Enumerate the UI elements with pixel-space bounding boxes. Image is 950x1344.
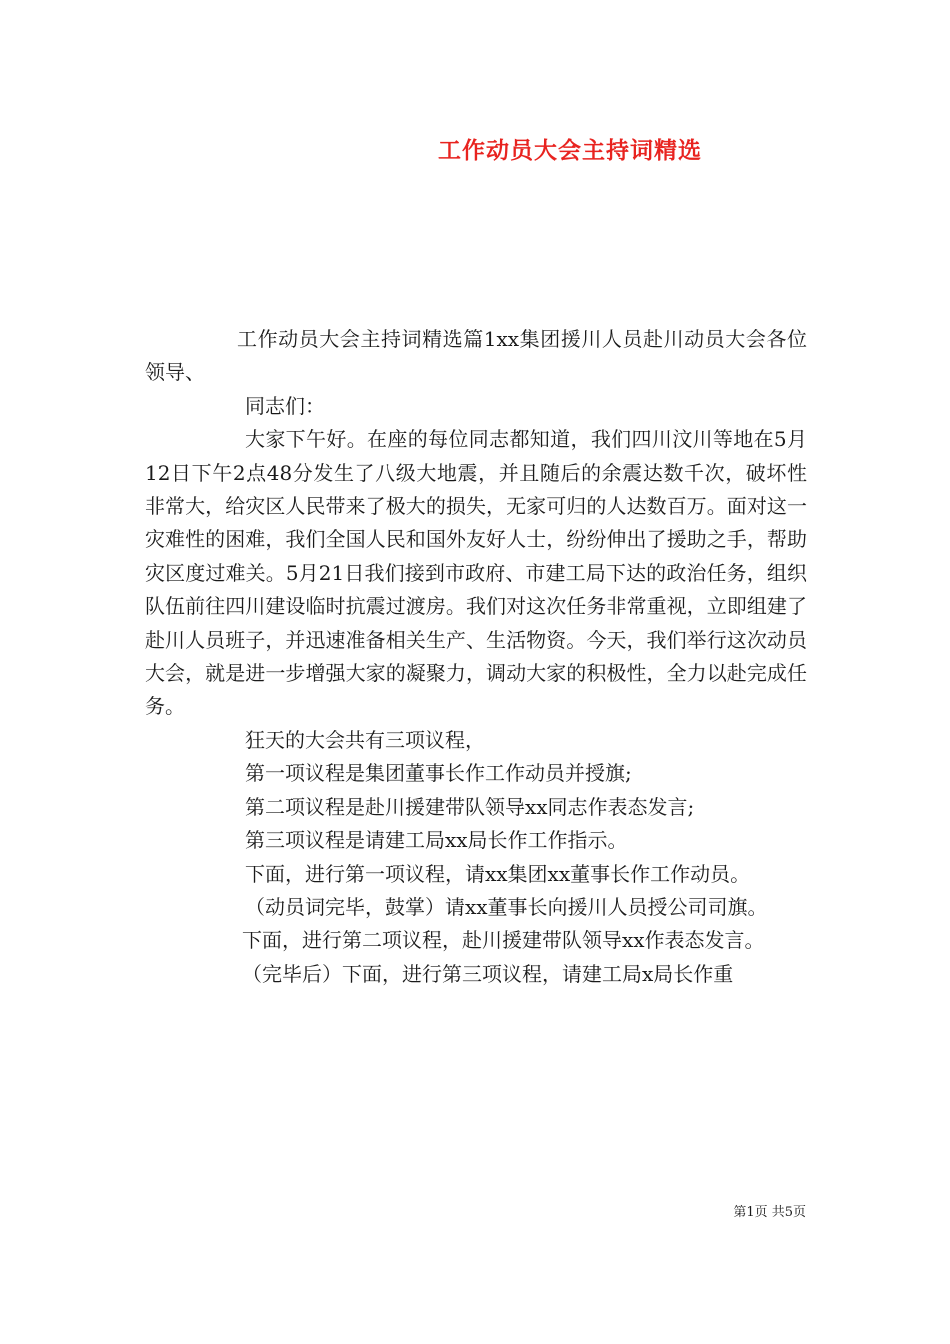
document-title: 工作动员大会主持词精选 [438, 137, 702, 164]
page-number-footer: 第1页 共5页 [733, 1205, 806, 1220]
paragraph-agenda-item-3: 第三项议程是请建工局xx局长作工作指示。 [245, 828, 628, 853]
paragraph-agenda-item-1: 第一项议程是集团董事长作工作动员并授旗; [245, 761, 632, 786]
paragraph-agenda-intro: 狂天的大会共有三项议程， [245, 727, 485, 752]
paragraph-flag: （动员词完毕，鼓掌）请xx董事长向援川人员授公司司旗。 [245, 894, 768, 919]
paragraph-step-1: 下面，进行第一项议程，请xx集团xx董事长作工作动员。 [245, 861, 751, 886]
paragraph-intro: 工作动员大会主持词精选篇1xx集团援川人员赴川动员大会各位领导、 [145, 327, 807, 385]
paragraph-agenda-item-2: 第二项议程是赴川援建带队领导xx同志作表态发言; [245, 794, 695, 819]
paragraph-salutation: 同志们： [245, 393, 325, 418]
paragraph-step-2: 下面，进行第二项议程，赴川援建带队领导xx作表态发言。 [242, 928, 765, 953]
document-body [145, 323, 807, 991]
paragraph-main: 大家下午好。在座的每位同志都知道，我们四川汶川等地在5月12日下午2点48分发生了八级大地震，并且随后的余震达数千次，破坏性非常大，给灾区人民带来了极大的损失，无家可归的人达数百万。面对这一灾难性的困难，我们全国人民和国外友好人士，纷纷伸出了援助之手，帮助灾区度过难关。5月21日我们接到市政府、市建工局下达的政治任务，组织队伍前往四川建设临时抗震过渡房。我们对这次任务非常重视，立即组建了赴川人员班子，并迅速准备相关生产、生活物资。今天，我们举行这次动员大会，就是进一步增强大家的凝聚力，调动大家的积极性，全力以赴完成任务。 [145, 427, 807, 719]
paragraph-step-3: （完毕后）下面，进行第三项议程，请建工局x局长作重 [242, 961, 734, 986]
